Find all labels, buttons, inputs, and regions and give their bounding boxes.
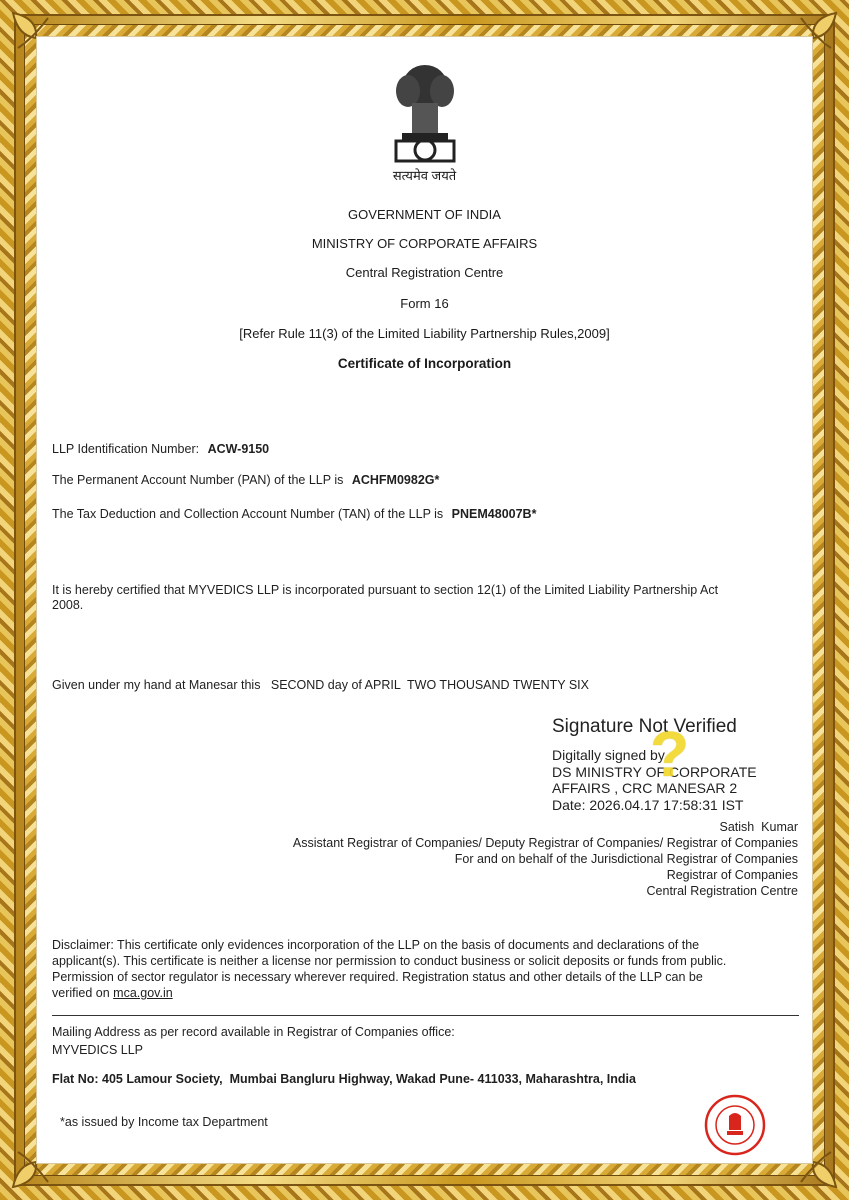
- disclaimer-line-4: [52, 986, 173, 1000]
- registrar-name: Satish Kumar: [719, 820, 798, 834]
- registrar-roc: Registrar of Companies: [666, 868, 798, 882]
- mailing-name: MYVEDICS LLP: [52, 1043, 144, 1057]
- pan-value: ACHFM0982G*: [351, 473, 440, 487]
- signature-date: Date: 2026.04.17 17:58:31 IST: [552, 797, 744, 813]
- divider: [52, 1015, 799, 1016]
- emblem-motto: सत्यमेव जयते: [392, 168, 457, 183]
- footnote: *as issued by Income tax Department: [60, 1115, 268, 1129]
- mailing-label: Mailing Address as per record available in Registrar of Companies office:: [52, 1025, 455, 1039]
- disclaimer-line-2: applicant(s). This certificate is neither a license nor permission to conduct business or solicit deposits or funds from public.: [52, 954, 727, 968]
- header-government: GOVERNMENT OF INDIA: [348, 207, 501, 222]
- tan-row: [52, 507, 536, 521]
- tan-label: The Tax Deduction and Collection Account Number (TAN) of the LLP is: [52, 507, 444, 521]
- llpin-label: LLP Identification Number:: [52, 442, 200, 456]
- rule-reference: [Refer Rule 11(3) of the Limited Liability Partnership Rules,2009]: [239, 326, 610, 341]
- tan-value: PNEM48007B*: [451, 507, 537, 521]
- certification-line-1: It is hereby certified that MYVEDICS LLP is incorporated pursuant to section 12(1) of the Limited Liability Partnership Act: [52, 583, 719, 597]
- signature-signer-2: AFFAIRS , CRC MANESAR 2: [552, 780, 738, 796]
- registrar-designation: Assistant Registrar of Companies/ Deputy Registrar of Companies/ Registrar of Companies: [292, 836, 798, 850]
- ministry-seal-icon: [704, 1094, 766, 1156]
- pan-row: [52, 473, 439, 487]
- registrar-behalf: For and on behalf of the Jurisdictional Registrar of Companies: [454, 852, 798, 866]
- certification-line-2: 2008.: [52, 598, 84, 612]
- mailing-address: Flat No: 405 Lamour Society, Mumbai Bangluru Highway, Wakad Pune- 411033, Maharashtra, India: [52, 1072, 636, 1086]
- signature-signed-by: Digitally signed by: [552, 747, 665, 763]
- header-crc: Central Registration Centre: [345, 265, 504, 280]
- question-mark-icon: ?: [650, 718, 690, 790]
- llpin-value: ACW-9150: [207, 442, 270, 456]
- national-emblem-icon: [384, 55, 466, 167]
- signature-status: Signature Not Verified: [552, 716, 737, 737]
- given-under-hand: Given under my hand at Manesar this SECOND day of APRIL TWO THOUSAND TWENTY SIX: [52, 678, 589, 692]
- signature-signer-1: DS MINISTRY OF CORPORATE: [552, 764, 757, 780]
- header-ministry: MINISTRY OF CORPORATE AFFAIRS: [311, 236, 538, 251]
- pan-label: The Permanent Account Number (PAN) of the LLP is: [52, 473, 344, 487]
- certificate-title: Certificate of Incorporation: [337, 356, 512, 371]
- registrar-crc: Central Registration Centre: [646, 884, 798, 898]
- form-number: Form 16: [400, 296, 449, 311]
- disclaimer-verified-on: verified on: [52, 986, 110, 1000]
- llpin-row: [52, 442, 269, 456]
- disclaimer-line-3: Permission of sector regulator is necessary wherever required. Registration status and other details of the LLP can be: [52, 970, 703, 984]
- mca-link[interactable]: mca.gov.in: [113, 986, 173, 1000]
- disclaimer-line-1: Disclaimer: This certificate only evidences incorporation of the LLP on the basis of documents and declarations of the: [52, 938, 700, 952]
